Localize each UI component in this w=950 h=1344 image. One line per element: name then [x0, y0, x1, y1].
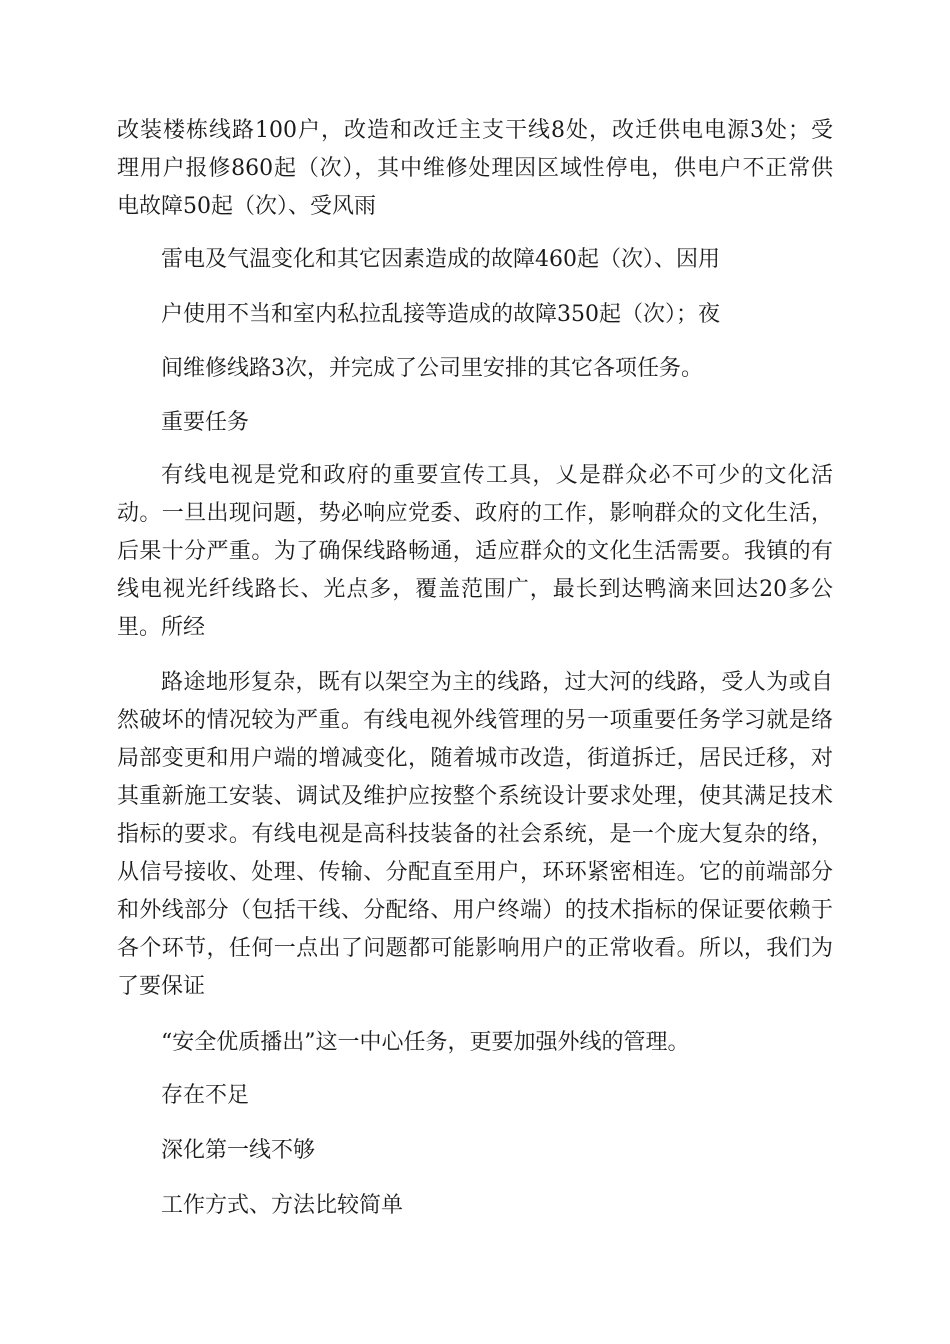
text-line: 然破坏的情况较为严重。有线电视外线管理的另一项重要任务学习就是络	[117, 708, 833, 733]
text-line: 其重新施工安装、调试及维护应按整个系统设计要求处理，使其满足技术	[117, 784, 833, 809]
paragraph-cable-tv-importance	[117, 457, 833, 647]
text-line: 线电视光纤线路长、光点多，覆盖范围广，最长到达鸭滴来回达20多公	[117, 577, 833, 602]
text-line: 各个环节，任何一点出了问题都可能影响用户的正常收看。所以，我们为	[117, 936, 833, 961]
heading-important-tasks: 重要任务	[161, 410, 250, 435]
text-line: 里。所经	[117, 615, 206, 640]
text-line: 有线电视是党和政府的重要宣传工具，乂是群众必不可少的文化活	[161, 463, 833, 488]
heading-shortcomings: 存在不足	[161, 1083, 250, 1108]
shortcoming-item: 工作方式、方法比较简单	[161, 1193, 404, 1218]
text-line: 了要保证	[117, 974, 206, 999]
text-line: 指标的要求。有线电视是高科技装备的社会系统，是一个庞大复杂的络，	[117, 822, 833, 847]
paragraph-safe-broadcast: “安全优质播出”这一中心任务，更要加强外线的管理。	[161, 1030, 690, 1055]
text-line: 电故障50起（次）、受风雨	[117, 194, 376, 219]
text-line: 改装楼栋线路100户，改造和改迁主支干线8处，改迁供电电源3处；受	[117, 118, 833, 143]
text-line: 局部变更和用户端的增减变化，随着城市改造，街道拆迁，居民迁移，对	[117, 746, 833, 771]
text-line: 动。一旦出现问题，势必响应党委、政府的工作，影响群众的文化生活，	[117, 501, 833, 526]
text-line: 理用户报修860起（次），其中维修处理因区域性停电，供电户不正常供	[117, 156, 833, 181]
paragraph-user-faults: 户使用不当和室内私拉乱接等造成的故障350起（次）；夜	[161, 302, 720, 327]
text-line: 路途地形复杂，既有以架空为主的线路，过大河的线路，受人为或自	[161, 670, 833, 695]
paragraph-weather-faults: 雷电及气温变化和其它因素造成的故障460起（次）、因用	[161, 247, 720, 272]
paragraph-repairs-summary	[117, 112, 833, 226]
text-line: 从信号接收、处理、传输、分配直至用户，环环紧密相连。它的前端部分	[117, 860, 833, 885]
shortcoming-item: 深化第一线不够	[161, 1138, 316, 1163]
paragraph-terrain-and-system	[117, 664, 833, 1006]
text-line: 后果十分严重。为了确保线路畅通，适应群众的文化生活需要。我镇的有	[117, 539, 833, 564]
paragraph-night-repairs: 间维修线路3次，并完成了公司里安排的其它各项任务。	[161, 356, 703, 381]
text-line: 和外线部分（包括干线、分配络、用户终端）的技术指标的保证要依赖于	[117, 898, 833, 923]
